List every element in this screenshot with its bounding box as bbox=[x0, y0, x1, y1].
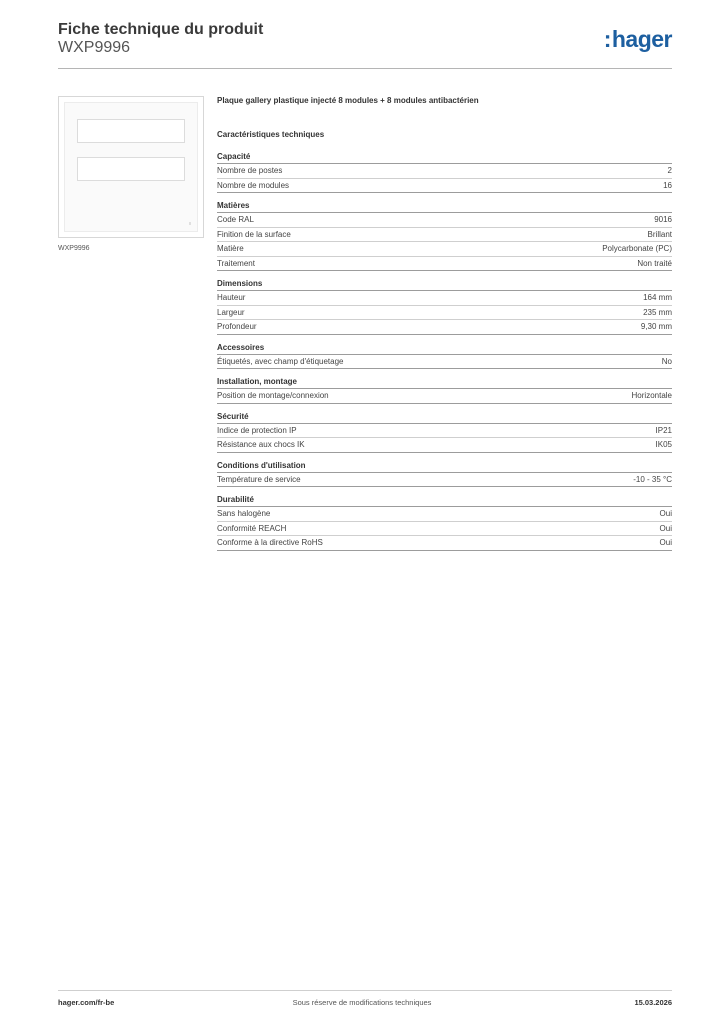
hager-logo bbox=[604, 26, 672, 53]
spec-section bbox=[217, 277, 672, 335]
spec-section bbox=[217, 199, 672, 271]
section-title: Installation, montage bbox=[217, 375, 672, 389]
spec-label: Code RAL bbox=[217, 215, 254, 224]
spec-row bbox=[217, 355, 672, 370]
spec-value: 9,30 mm bbox=[640, 322, 672, 331]
section-title: Accessoires bbox=[217, 341, 672, 355]
spec-row bbox=[217, 213, 672, 228]
spec-value: Horizontale bbox=[631, 391, 672, 400]
spec-content bbox=[217, 96, 672, 551]
spec-value: 164 mm bbox=[643, 293, 672, 302]
spec-label: Résistance aux chocs IK bbox=[217, 440, 305, 449]
spec-label: Finition de la surface bbox=[217, 229, 291, 239]
spec-row bbox=[217, 257, 672, 272]
module-slot-bottom bbox=[77, 157, 185, 181]
spec-row bbox=[217, 164, 672, 179]
spec-sections bbox=[217, 150, 672, 551]
spec-value: -10 - 35 °C bbox=[633, 474, 672, 484]
spec-section bbox=[217, 150, 672, 193]
document-title: Fiche technique du produit bbox=[58, 21, 264, 38]
spec-section bbox=[217, 493, 672, 551]
spec-value: Oui bbox=[659, 509, 672, 518]
spec-row bbox=[217, 242, 672, 257]
spec-row bbox=[217, 536, 672, 551]
spec-row bbox=[217, 424, 672, 439]
spec-row bbox=[217, 473, 672, 488]
spec-value: Polycarbonate (PC) bbox=[602, 244, 672, 253]
spec-value: 235 mm bbox=[643, 307, 672, 317]
logo-text: hager bbox=[611, 26, 672, 52]
spec-section bbox=[217, 375, 672, 404]
footer-website: hager.com/fr-be bbox=[58, 998, 115, 1007]
spec-value: 2 bbox=[667, 166, 672, 175]
section-title: Capacité bbox=[217, 150, 672, 164]
section-title: Dimensions bbox=[217, 277, 672, 291]
spec-value: Non traité bbox=[637, 258, 672, 268]
spec-label: Conformité REACH bbox=[217, 523, 287, 533]
spec-label: Conforme à la directive RoHS bbox=[217, 538, 323, 547]
spec-label: Sans halogène bbox=[217, 509, 271, 518]
spec-subtitle: Caractéristiques techniques bbox=[217, 130, 325, 139]
spec-row bbox=[217, 291, 672, 306]
footer-date: 15.03.2026 bbox=[634, 998, 672, 1007]
spec-value: 16 bbox=[663, 180, 672, 190]
product-image bbox=[58, 96, 204, 238]
spec-value: 9016 bbox=[654, 215, 672, 224]
spec-value: No bbox=[661, 356, 672, 366]
spec-value: Oui bbox=[659, 538, 672, 547]
spec-value: IP21 bbox=[655, 425, 672, 435]
section-title: Matières bbox=[217, 199, 672, 213]
spec-label: Nombre de modules bbox=[217, 180, 290, 190]
spec-label: Indice de protection IP bbox=[217, 425, 297, 435]
wall-plate-illustration bbox=[64, 102, 198, 232]
spec-section bbox=[217, 459, 672, 488]
spec-row bbox=[217, 306, 672, 321]
product-description: Plaque gallery plastique injecté 8 modules + 8 modules antibactérien bbox=[217, 96, 479, 105]
header-divider bbox=[58, 68, 672, 69]
footer-divider bbox=[58, 990, 672, 991]
spec-row bbox=[217, 179, 672, 194]
footer-notice: Sous réserve de modifications techniques bbox=[292, 998, 432, 1007]
spec-label: Étiquetés, avec champ d'étiquetage bbox=[217, 356, 344, 366]
section-title: Sécurité bbox=[217, 410, 672, 424]
section-title: Durabilité bbox=[217, 493, 672, 507]
spec-label: Hauteur bbox=[217, 293, 246, 302]
spec-row bbox=[217, 320, 672, 335]
section-title: Conditions d'utilisation bbox=[217, 459, 672, 473]
spec-value: Brillant bbox=[647, 229, 672, 239]
spec-label: Position de montage/connexion bbox=[217, 391, 329, 400]
spec-value: Oui bbox=[659, 523, 672, 533]
module-slot-top bbox=[77, 119, 185, 143]
spec-row bbox=[217, 507, 672, 522]
image-caption: WXP9996 bbox=[58, 245, 90, 252]
spec-row bbox=[217, 438, 672, 453]
spec-section bbox=[217, 410, 672, 453]
spec-label: Matière bbox=[217, 244, 244, 253]
plate-mark bbox=[189, 222, 191, 225]
spec-value: IK05 bbox=[655, 440, 672, 449]
spec-section bbox=[217, 341, 672, 370]
spec-label: Profondeur bbox=[217, 322, 257, 331]
spec-row bbox=[217, 389, 672, 404]
product-code: WXP9996 bbox=[58, 39, 131, 56]
spec-row bbox=[217, 228, 672, 243]
spec-row bbox=[217, 522, 672, 537]
spec-label: Nombre de postes bbox=[217, 166, 283, 175]
spec-label: Largeur bbox=[217, 307, 245, 317]
spec-label: Traitement bbox=[217, 258, 255, 268]
spec-label: Température de service bbox=[217, 474, 301, 484]
logo-colon-icon: : bbox=[603, 26, 611, 52]
